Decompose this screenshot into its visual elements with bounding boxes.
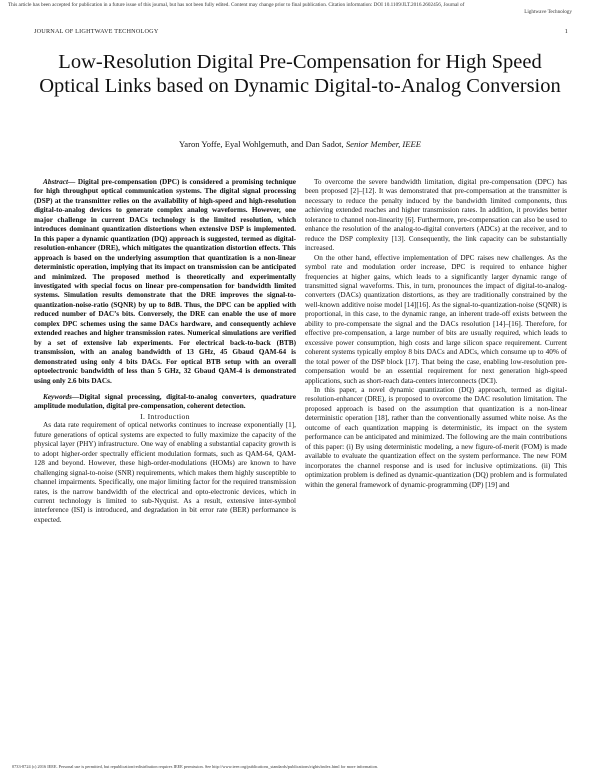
abstract-text: — Digital pre-compensation (DPC) is considered a promising technique for high throughput optical communication systems. The digital signal processing (DSP) at the transmitter relies on the availability of high-speed and high-resolution digital-to-analog devices to generate complex analog waveforms. However, one major challenge in current DACs technology is the limited resolution, which introduces dominant quantization distortions when extensive DSP is implemented. In this paper a dynamic quantization (DQ) approach is suggested, termed as digital-resolution-enhancer (DRE), which mitigates the quantization distortion effects. This approach is based on the underlying assumption that quantization is a non-linear deterministic operation, implying that its impact on transmission can be anticipated and minimized. The proposed method is theoretically and experimentally investigated with special focus on linear pre-compensation for bandwidth limited systems. Simulation results demonstrate that the DRE improves the signal-to-quantization-noise-ratio (SQNR) by up to 8dB. Thus, the DPC can be applied with reduced number of DAC’s bits. Conversely, the DRE can enable the use of more complex DPC schemes using the same DACs hardware, and consequently achieve extended reaches and higher transmission rates. Numerical simulations are verified by a set of extensive lab experiments. For electrical back-to-back (BTB) transmission, with an analog bandwidth of 13 GHz, 45 Gbaud QAM-64 is demonstrated using only 4 bits DACs. For optical BTB setup with an overall optoelectronic bandwidth of less than 5 GHz, 32 Gbaud QAM-4 is demonstrated using only 2.6 bits DACs. [34, 178, 296, 385]
author-line [30, 139, 570, 149]
running-head [34, 28, 568, 35]
body-paragraph-3: In this paper, a novel dynamic quantization (DQ) approach, termed as digital-resolution-enhancer (DRE), is proposed to overcome the DAC resolution limitation. The proposed approach is based on the assumption that quantization is a non-linear deterministic operation [18], rather than the conventionally assumed white noise. As the outcome of each quantization mapping is deterministic, its impact on the system performance can be anticipated and minimized. The following are the main contributions of this paper: (i) By using deterministic modeling, a new figure-of-merit (FOM) is made available to evaluate the quantization effect on the system performance. The new FOM incorporates the channel response and is used for inclusive optimizations. (ii) This optimization problem is defined as dynamic-quantization (DQ) problem and is formulated within the general framework of dynamic-programming (DP) [19] and [305, 385, 567, 489]
intro-paragraph-1: As data rate requirement of optical networks continues to increase exponentially [1], future generations of optical systems are expected to fully maximize the capacity of the physical layer (PHY) infrastructure. One way of enabling a substantial capacity growth is to adopt higher-order spectrally efficient modulation formats, such as QAM-64, QAM-128 and beyond. However, these high-order-modulations (HOMs) are known to have challenging signal-to-noise (SNR) requirements, which makes them highly susceptible to channel impairments. Specifically, one major limiting factor for the required transmission rates, is the narrow bandwidth of the electrical and opto-electronic devices, which in current technology is limited to sub-Nyquist. As a result, extensive inter-symbol interference (ISI) is introduced, and degradation in bit error rate (BER) performance is expected. [34, 421, 296, 524]
keywords-text: —Digital signal processing, digital-to-analog converters, quadrature amplitude modulation, digital pre-compensation, coherent detection. [34, 392, 296, 411]
body-paragraph-1: To overcome the severe bandwidth limitation, digital pre-compensation (DPC) has been proposed [2]–[12]. It was demonstrated that pre-compensation at the transmitter is necessary to reduce the penalty induced by the bandwidth limited components, thus achieving extended reaches and higher transmission rates. In addition, it provides better tolerance to channel non-linearity [6]. Furthermore, pre-compensation can also be used to enhance the resolution of the analog-to-digital converters (ADCs) at the receiver, and to reduce the DSP complexity [13]. Consequently, the link capacity can be substantially increased. [305, 178, 567, 253]
journal-name: JOURNAL OF LIGHTWAVE TECHNOLOGY [34, 28, 159, 35]
paper-title: Low-Resolution Digital Pre-Compensation for High Speed Optical Links based on Dynamic Digital-to-Analog Conversion [39, 51, 561, 97]
keywords-label: Keywords [43, 392, 72, 401]
keywords [34, 393, 296, 412]
body-paragraph-2: On the other hand, effective implementation of DPC raises new challenges. As the symbol rate and modulation order increase, DPC is required to enhance higher frequencies at higher gains, which leads to a significantly larger dynamic range of transmitted signal waveforms. This, in turn, pronounces the impact of digital-to-analog-converters (DACs) quantization distortions, as they are traditionally constrained by the well-known additive noise model [14][16]. As the signal-to-quantization-noise (SQNR) is proportional, in this case, to the dynamic range, an inherent trade-off exists between the ability to pre-compensate the signal and the DACs resolution [14]–[16]. Therefore, for effective pre-compensation, a large number of bits are usually required, which leads to excessive power consumption, high costs and large silicon space requirement. Current coherent systems typically employ 8 bits DACs and ADCs, which consume up to 40% of the total power of the DSP block [17]. That being the case, enabling low-resolution pre-compensation would be an essential requirement for next generation high-speed applications, such as short-reach data-centers interconnects (DCI). [305, 253, 567, 385]
copyright-footer: 0733-8724 (c) 2016 IEEE. Personal use is permitted, but republication/redistribution requires IEEE permission. See http://www.ieee.org/publications_standards/publications/rights/index.html for more information. [12, 764, 378, 769]
page-number: 1 [564, 28, 568, 35]
section-heading-introduction: I. Introduction [140, 411, 190, 421]
preprint-notice-line2: Lightwave Technology [524, 9, 572, 15]
right-column [305, 178, 567, 490]
author-membership: Senior Member, IEEE [345, 139, 422, 149]
preprint-notice-line1: This article has been accepted for publication in a future issue of this journal, but has not been fully edited. Content may change prior to final publication. Citation information: DOI 10.1109/JLT.2016.2602456, Journal of [8, 2, 465, 8]
author-names: Yaron Yoffe, Eyal Wohlgemuth, and Dan Sadot, [178, 139, 344, 149]
preprint-notice [8, 2, 594, 16]
abstract [34, 178, 296, 386]
abstract-label: Abstract [43, 178, 68, 186]
left-column [34, 178, 296, 525]
